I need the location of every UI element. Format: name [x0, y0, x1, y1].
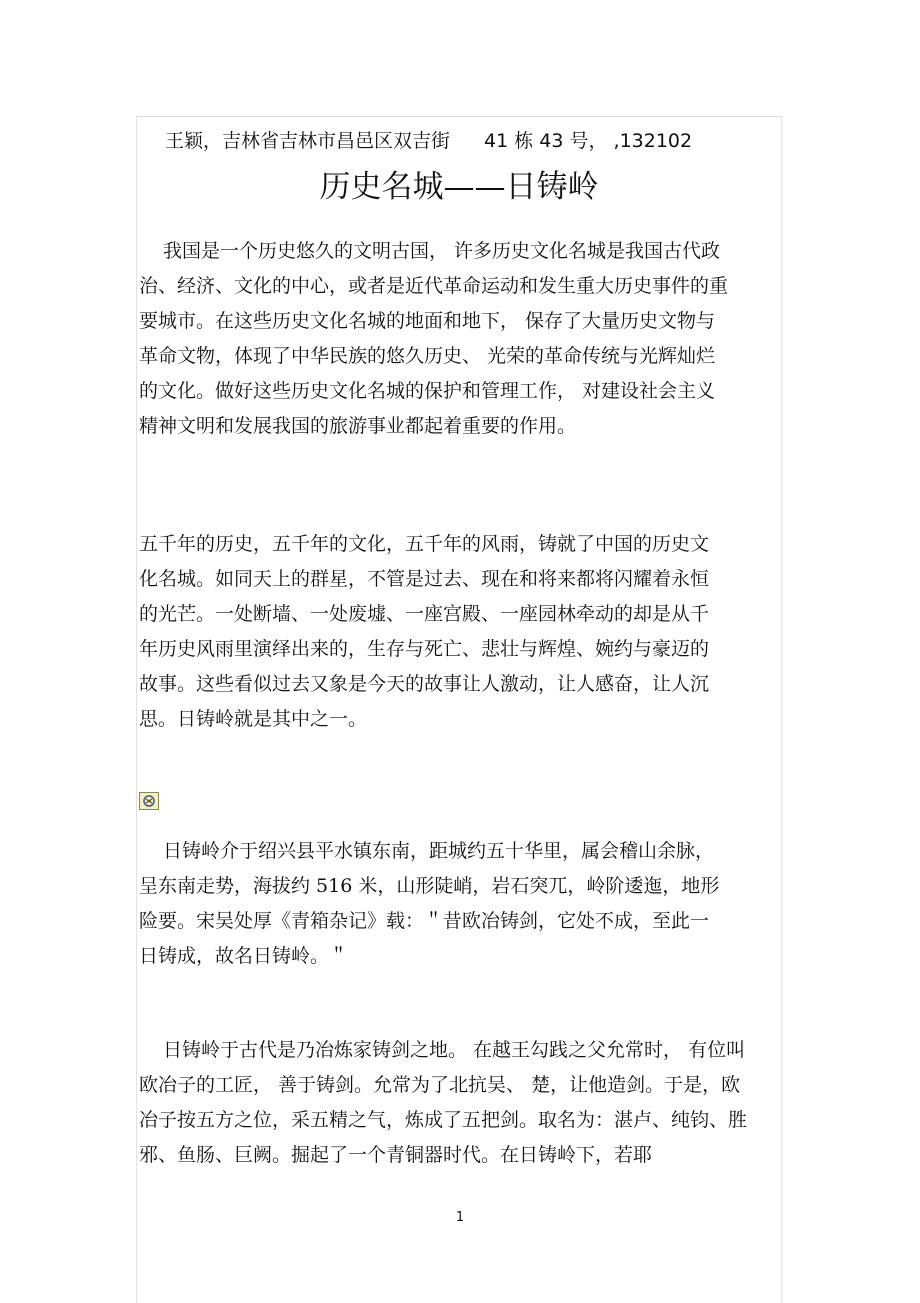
image-placeholder-icon[interactable] [139, 792, 159, 810]
page-title: 历史名城——日铸岭 [319, 169, 599, 205]
paragraph-line: 日铸岭于古代是乃冶炼家铸剑之地。 在越王勾践之父允常时， 有位叫 [163, 1039, 746, 1061]
paragraph-3 [139, 834, 779, 974]
paragraph-line: 欧冶子的工匠， 善于铸剑。允常为了北抗吴、 楚，让他造剑。于是，欧 [139, 1074, 741, 1096]
paragraph-line: 日铸成，故名日铸岭。＂ [139, 945, 349, 967]
author-name-address: 王颖，吉林省吉林市昌邑区双吉街 [165, 130, 451, 152]
author-number-zip: 41 栋 43 号， ,132102 [484, 130, 693, 152]
page-number: 1 [455, 1210, 465, 1225]
paragraph-line: 邪、鱼肠、巨阙。掘起了一个青铜器时代。在日铸岭下，若耶 [139, 1144, 653, 1166]
paragraph-line: 险要。宋吴处厚《青箱杂记》载：＂昔欧冶铸剑，它处不成，至此一 [139, 910, 710, 932]
paragraph-2 [139, 527, 779, 737]
paragraph-line: 五千年的历史，五千年的文化，五千年的风雨，铸就了中国的历史文 [139, 533, 710, 555]
paragraph-line: 日铸岭介于绍兴县平水镇东南，距城约五十华里，属会稽山余脉， [163, 840, 715, 862]
paragraph-line: 精神文明和发展我国的旅游事业都起着重要的作用。 [139, 415, 577, 437]
paragraph-1 [139, 234, 779, 444]
paragraph-line: 思。日铸岭就是其中之一。 [139, 708, 368, 730]
paragraph-line: 化名城。如同天上的群星，不管是过去、现在和将来都将闪耀着永恒 [139, 568, 710, 590]
paragraph-line: 冶子按五方之位，采五精之气，炼成了五把剑。取名为：湛卢、纯钧、胜 [139, 1109, 748, 1131]
paragraph-line: 故事。这些看似过去又象是今天的故事让人激动，让人感奋，让人沉 [139, 673, 710, 695]
paragraph-line: 的文化。做好这些历史文化名城的保护和管理工作， 对建设社会主义 [139, 380, 716, 402]
paragraph-line: 呈东南走势，海拔约 516 米，山形陡峭，岩石突兀，岭阶逶迤，地形 [139, 875, 720, 897]
paragraph-line: 年历史风雨里演绎出来的，生存与死亡、悲壮与辉煌、婉约与豪迈的 [139, 638, 710, 660]
paragraph-line: 要城市。在这些历史文化名城的地面和地下， 保存了大量历史文物与 [139, 310, 716, 332]
author-line [165, 128, 775, 154]
paragraph-line: 我国是一个历史悠久的文明古国， 许多历史文化名城是我国古代政 [163, 240, 721, 262]
paragraph-line: 的光芒。一处断墙、一处废墟、一座宫殿、一座园林牵动的却是从千 [139, 603, 710, 625]
paragraph-line: 革命文物，体现了中华民族的悠久历史、 光荣的革命传统与光辉灿烂 [139, 345, 716, 367]
paragraph-4 [139, 1033, 779, 1173]
paragraph-line: 治、经济、文化的中心，或者是近代革命运动和发生重大历史事件的重 [139, 275, 729, 297]
